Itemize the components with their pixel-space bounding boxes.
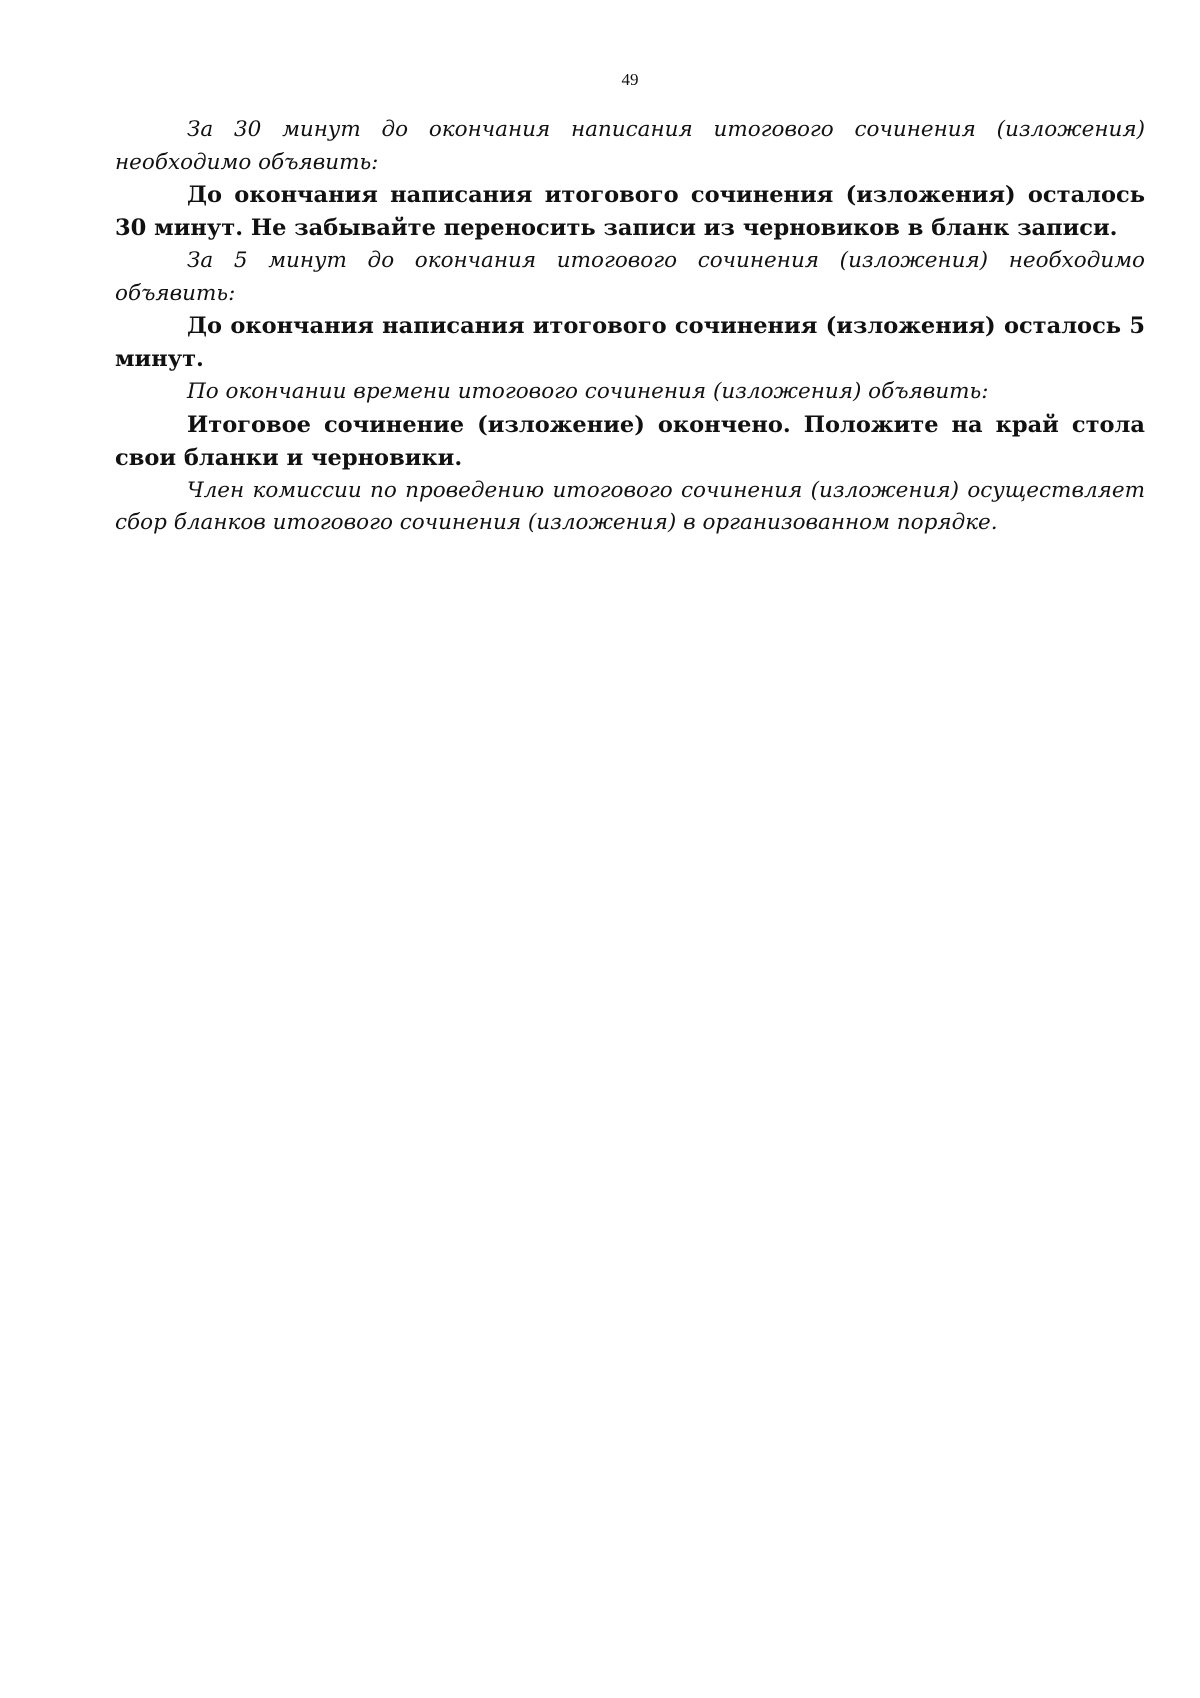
announcement-5-minutes: До окончания написания итогового сочинения (изложения) осталось 5 минут.: [115, 313, 1145, 372]
page-number: 49: [621, 70, 639, 89]
instruction-collect-forms: Член комиссии по проведению итогового сочинения (изложения) осуществляет сбор бланков итогового сочинения (изложения) в организованном порядке.: [115, 477, 1145, 535]
instruction-5-minutes: За 5 минут до окончания итогового сочинения (изложения) необходимо объявить:: [115, 248, 1145, 306]
announcement-essay-finished: Итоговое сочинение (изложение) окончено. Положите на край стола свои бланки и черновики.: [115, 411, 1145, 471]
instruction-time-over: По окончании времени итогового сочинения (изложения) объявить:: [187, 379, 989, 404]
document-body: [115, 114, 1145, 540]
announcement-30-minutes: До окончания написания итогового сочинения (изложения) осталось 30 минут. Не забывайте переносить записи из черновиков в бланк записи.: [115, 182, 1145, 241]
instruction-30-minutes: За 30 минут до окончания написания итогового сочинения (изложения) необходимо объявить:: [115, 117, 1145, 175]
